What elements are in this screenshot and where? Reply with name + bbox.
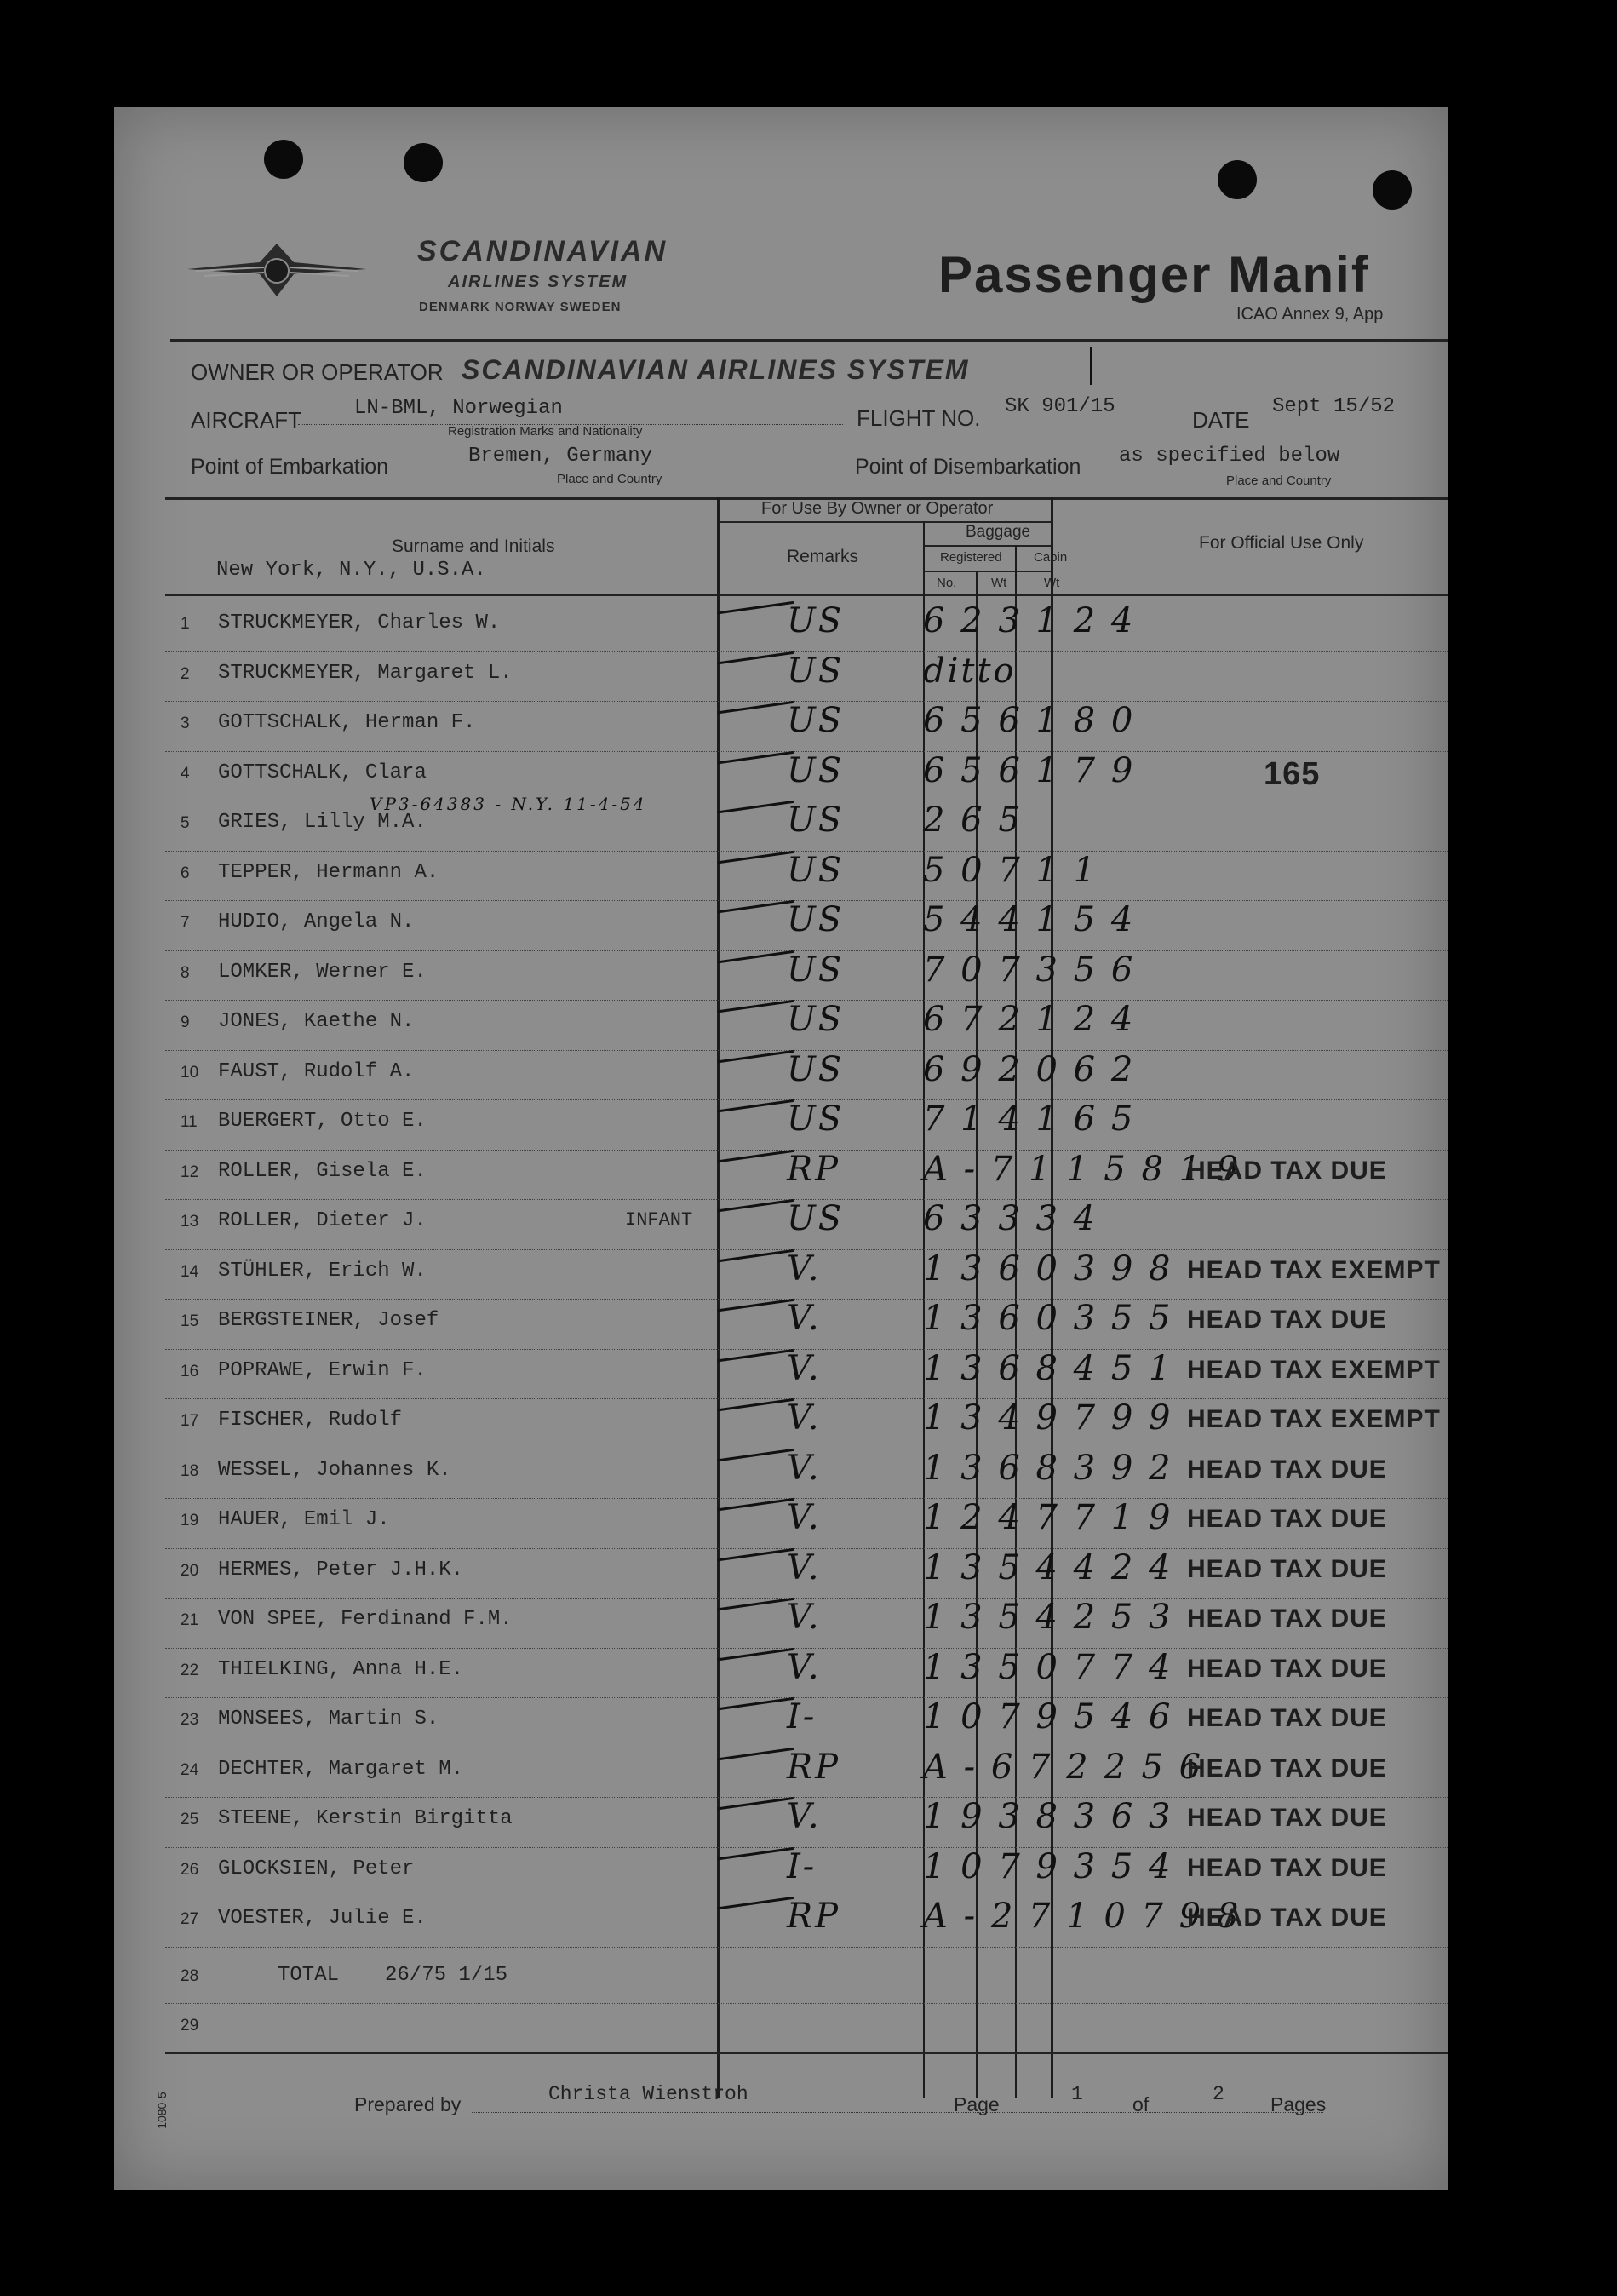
- passenger-name: LOMKER, Werner E.: [218, 960, 427, 984]
- table-row: [114, 1847, 1448, 1897]
- page-subtitle: ICAO Annex 9, App: [1236, 305, 1384, 324]
- official-use-stamp: HEAD TAX DUE: [1187, 1306, 1387, 1334]
- table-row: [114, 1099, 1448, 1149]
- baggage-cell: 1 3 6 0 3 5 5: [923, 1299, 1173, 1338]
- check-mark: [718, 850, 797, 883]
- table-row: [114, 1349, 1448, 1398]
- remarks-cell: V.: [787, 1598, 822, 1637]
- passenger-name: BERGSTEINER, Josef: [218, 1309, 439, 1332]
- check-mark: [718, 1299, 797, 1332]
- check-mark: [718, 701, 797, 734]
- check-mark: [718, 1846, 797, 1880]
- owner-value: SCANDINAVIAN AIRLINES SYSTEM: [462, 354, 970, 385]
- official-use-stamp: HEAD TAX EXEMPT: [1187, 1405, 1441, 1433]
- passenger-name: STRUCKMEYER, Margaret L.: [218, 661, 513, 685]
- passenger-name: TEPPER, Hermann A.: [218, 860, 439, 884]
- table-row: [114, 900, 1448, 950]
- page-title: Passenger Manif: [938, 246, 1370, 303]
- table-bottom-line: [165, 2052, 1448, 2054]
- check-mark: [718, 1099, 797, 1133]
- remarks-cell: V.: [787, 1348, 822, 1388]
- row-divider: [165, 1947, 1448, 1948]
- passenger-name: ROLLER, Dieter J.: [218, 1209, 427, 1232]
- row-number: 10: [181, 1063, 199, 1082]
- official-use-stamp: HEAD TAX DUE: [1187, 1654, 1387, 1683]
- baggage-cell: 7 0 7 3 5 6: [923, 950, 1136, 990]
- baggage-cell: 1 3 6 8 4 5 1: [923, 1348, 1173, 1388]
- row-number: 14: [181, 1262, 199, 1281]
- remarks-cell: US: [787, 850, 845, 890]
- table-row: [114, 1000, 1448, 1049]
- passenger-name: HERMES, Peter J.H.K.: [218, 1558, 464, 1581]
- remarks-cell: US: [787, 750, 845, 790]
- check-mark: [718, 1000, 797, 1033]
- remarks-cell: US: [787, 1199, 845, 1238]
- remarks-cell: US: [787, 601, 845, 640]
- header-rule-3: [923, 571, 1051, 572]
- airline-wings-logo-icon: [187, 237, 366, 305]
- baggage-cell: 1 9 3 8 3 6 3: [923, 1797, 1173, 1836]
- row-number: 5: [181, 814, 190, 832]
- table-row: [114, 851, 1448, 900]
- baggage-cell: 1 3 5 0 7 7 4: [923, 1647, 1173, 1687]
- table-row: [114, 1199, 1448, 1248]
- table-row: [114, 1150, 1448, 1199]
- check-mark: [718, 1199, 797, 1232]
- baggage-cell: 1 0 7 9 5 4 6: [923, 1697, 1173, 1736]
- total-row: [114, 1954, 1448, 2003]
- check-mark: [718, 1547, 797, 1581]
- baggage-cell: 7 1 4 1 6 5: [923, 1099, 1136, 1139]
- column-header-cabin: Cabin: [1034, 550, 1068, 565]
- column-header-cabin-wt: Wt: [1044, 576, 1060, 590]
- remarks-cell: V.: [787, 1498, 822, 1537]
- flight-slash-mark: [1090, 347, 1092, 385]
- row-number: 28: [181, 1967, 199, 1985]
- check-mark: [718, 1448, 797, 1481]
- check-mark: [718, 900, 797, 933]
- remarks-cell: US: [787, 1000, 845, 1039]
- total-label: TOTAL: [278, 1964, 340, 1987]
- column-header-baggage: Baggage: [966, 523, 1031, 541]
- flight-label: FLIGHT NO.: [857, 405, 981, 431]
- remarks-cell: US: [787, 950, 845, 990]
- flight-value: SK 901/15: [1005, 395, 1115, 418]
- remarks-cell: RP: [787, 1897, 841, 1936]
- column-header-name: Surname and Initials: [392, 537, 555, 556]
- punch-hole: [264, 140, 303, 179]
- passenger-name: GOTTSCHALK, Clara: [218, 761, 427, 784]
- passenger-name: STRUCKMEYER, Charles W.: [218, 611, 501, 634]
- row-number: 11: [181, 1113, 198, 1131]
- pages-label: Pages: [1270, 2093, 1327, 2115]
- aircraft-caption: Registration Marks and Nationality: [448, 424, 643, 439]
- row-number: 27: [181, 1910, 199, 1928]
- disembark-value: as specified below: [1119, 445, 1340, 468]
- owner-label: OWNER OR OPERATOR: [191, 359, 444, 385]
- check-mark: [718, 801, 797, 834]
- table-row: [114, 1748, 1448, 1797]
- table-row: [114, 1697, 1448, 1747]
- check-mark: [718, 1398, 797, 1432]
- baggage-cell: 1 0 7 9 3 5 4: [923, 1846, 1173, 1886]
- check-mark: [718, 1697, 797, 1731]
- prepared-by-label: Prepared by: [354, 2093, 462, 2115]
- column-header-registered: Registered: [940, 550, 1002, 565]
- check-mark: [718, 1647, 797, 1680]
- check-mark: [718, 1598, 797, 1631]
- official-use-stamp: HEAD TAX DUE: [1187, 1853, 1387, 1882]
- table-row: [114, 1797, 1448, 1846]
- check-mark: [718, 950, 797, 983]
- passenger-name: ROLLER, Gisela E.: [218, 1159, 427, 1183]
- passenger-name: HUDIO, Angela N.: [218, 910, 415, 933]
- aircraft-label: AIRCRAFT: [191, 407, 301, 433]
- check-mark: [718, 750, 797, 784]
- stamp-number: 165: [1264, 756, 1321, 792]
- embark-value: Bremen, Germany: [468, 445, 653, 468]
- check-mark: [718, 1149, 797, 1182]
- remarks-cell: V.: [787, 1248, 822, 1289]
- of-value: 2: [1213, 2083, 1224, 2105]
- row-note: VP3-64383 - N.Y. 11-4-54: [370, 794, 647, 814]
- official-use-stamp: HEAD TAX DUE: [1187, 1754, 1387, 1782]
- header-rule-bottom: [165, 594, 1448, 596]
- column-header-wt: Wt: [991, 576, 1007, 590]
- official-use-stamp: HEAD TAX DUE: [1187, 1455, 1387, 1484]
- embark-caption: Place and Country: [557, 472, 662, 486]
- table-row: [114, 1299, 1448, 1348]
- official-use-stamp: HEAD TAX DUE: [1187, 1604, 1387, 1633]
- check-mark: [718, 1897, 797, 1930]
- page-value: 1: [1071, 2083, 1083, 2105]
- airline-logo-subname: AIRLINES SYSTEM: [448, 273, 628, 291]
- row-number: 12: [181, 1162, 199, 1181]
- passenger-name: STÜHLER, Erich W.: [218, 1259, 427, 1283]
- passenger-name: FISCHER, Rudolf: [218, 1409, 403, 1432]
- table-row: [114, 950, 1448, 1000]
- row-number: 19: [181, 1512, 199, 1530]
- row-number: 25: [181, 1811, 199, 1828]
- baggage-cell: 1 3 6 0 3 9 8: [923, 1248, 1173, 1289]
- embark-label: Point of Embarkation: [191, 455, 389, 479]
- of-label: of: [1132, 2093, 1150, 2115]
- row-number: 1: [181, 615, 190, 633]
- row-number: 7: [181, 914, 190, 932]
- row-number: 20: [181, 1561, 199, 1580]
- header-divider: [170, 339, 1448, 342]
- baggage-cell: 5 0 7 1 1: [923, 850, 1098, 890]
- passenger-name: POPRAWE, Erwin F.: [218, 1358, 427, 1382]
- disembark-label: Point of Disembarkation: [855, 455, 1081, 479]
- prepared-by-value: Christa Wienstroh: [548, 2083, 748, 2105]
- check-mark: [718, 1348, 797, 1381]
- official-use-stamp: HEAD TAX EXEMPT: [1187, 1355, 1441, 1384]
- check-mark: [718, 1498, 797, 1531]
- baggage-cell: 1 3 5 4 2 5 3: [923, 1598, 1173, 1637]
- official-use-stamp: HEAD TAX EXEMPT: [1187, 1255, 1441, 1284]
- baggage-cell: 1 3 6 8 3 9 2: [923, 1448, 1173, 1488]
- table-row: [114, 1897, 1448, 1946]
- row-number: 17: [181, 1412, 199, 1430]
- punch-hole: [1373, 170, 1412, 210]
- row-number: 16: [181, 1362, 199, 1380]
- table-row: [114, 1598, 1448, 1647]
- official-use-stamp: HEAD TAX DUE: [1187, 1804, 1387, 1832]
- baggage-cell: 1 2 4 7 7 1 9: [923, 1498, 1173, 1537]
- passenger-name: FAUST, Rudolf A.: [218, 1059, 415, 1083]
- baggage-cell: 5 4 4 1 5 4: [923, 900, 1136, 939]
- baggage-cell: 6 2 3 1 2 4: [923, 601, 1136, 640]
- remarks-cell: US: [787, 1049, 845, 1089]
- table-row: [114, 1648, 1448, 1697]
- row-number: 29: [181, 2017, 199, 2035]
- row-number: 22: [181, 1661, 199, 1679]
- form-code: 1080-5: [154, 2092, 169, 2129]
- remarks-cell: US: [787, 801, 845, 840]
- remarks-cell: V.: [787, 1647, 822, 1687]
- table-row: [114, 1398, 1448, 1448]
- row-note: INFANT: [625, 1209, 693, 1231]
- check-mark: [718, 601, 797, 634]
- remarks-cell: I-: [787, 1697, 817, 1736]
- destination-value: New York, N.Y., U.S.A.: [216, 559, 486, 582]
- passenger-name: BUERGERT, Otto E.: [218, 1110, 427, 1133]
- passenger-name: GOTTSCHALK, Herman F.: [218, 711, 476, 734]
- baggage-cell: 6 5 6 1 8 0: [923, 701, 1136, 740]
- table-row: [114, 751, 1448, 801]
- header-rule-1: [719, 521, 1051, 523]
- remarks-cell: RP: [787, 1747, 841, 1787]
- column-header-no: No.: [937, 576, 957, 590]
- official-use-stamp: HEAD TAX DUE: [1187, 1505, 1387, 1533]
- baggage-cell: A - 6 7 2 2 5 6: [923, 1747, 1204, 1787]
- table-row: [114, 651, 1448, 701]
- passenger-name: STEENE, Kerstin Birgitta: [218, 1807, 513, 1830]
- baggage-cell: 6 3 3 3 4: [923, 1199, 1098, 1238]
- empty-row: [114, 2003, 1448, 2052]
- remarks-cell: V.: [787, 1398, 822, 1438]
- passenger-name: MONSEES, Martin S.: [218, 1708, 439, 1731]
- official-use-stamp: HEAD TAX DUE: [1187, 1704, 1387, 1732]
- official-use-stamp: HEAD TAX DUE: [1187, 1156, 1387, 1185]
- table-row: [114, 1548, 1448, 1598]
- baggage-cell: 2 6 5: [923, 801, 1023, 840]
- passenger-name: THIELKING, Anna H.E.: [218, 1657, 464, 1681]
- row-number: 4: [181, 764, 190, 783]
- manifest-sheet: [114, 107, 1448, 2190]
- check-mark: [718, 1797, 797, 1830]
- table-row: [114, 1249, 1448, 1299]
- airline-logo-name: SCANDINAVIAN: [417, 235, 668, 267]
- table-row: [114, 1498, 1448, 1547]
- row-number: 9: [181, 1013, 190, 1031]
- table-row: [114, 601, 1448, 651]
- footer-underline: [472, 2112, 1323, 2113]
- passenger-name: JONES, Kaethe N.: [218, 1010, 415, 1033]
- check-mark: [718, 1248, 797, 1282]
- row-number: 18: [181, 1461, 199, 1480]
- column-header-owner-use: For Use By Owner or Operator: [761, 499, 994, 518]
- baggage-cell: 1 3 4 9 7 9 9: [923, 1398, 1173, 1438]
- baggage-cell: ditto: [923, 651, 1017, 691]
- header-rule-2: [923, 545, 1051, 547]
- remarks-cell: US: [787, 900, 845, 939]
- passenger-name: WESSEL, Johannes K.: [218, 1458, 451, 1482]
- check-mark: [718, 1049, 797, 1082]
- passenger-name: HAUER, Emil J.: [218, 1508, 390, 1531]
- remarks-cell: V.: [787, 1299, 822, 1338]
- check-mark: [718, 651, 797, 684]
- table-row: [114, 794, 1448, 850]
- punch-hole: [1218, 160, 1257, 199]
- remarks-cell: US: [787, 1099, 845, 1139]
- row-number: 24: [181, 1760, 199, 1779]
- remarks-cell: V.: [787, 1448, 822, 1488]
- total-value: 26/75 1/15: [385, 1964, 508, 1987]
- baggage-cell: 6 9 2 0 6 2: [923, 1049, 1136, 1089]
- row-number: 21: [181, 1611, 199, 1629]
- passenger-name: GLOCKSIEN, Peter: [218, 1857, 415, 1880]
- column-header-official: For Official Use Only: [1199, 533, 1364, 553]
- date-label: DATE: [1192, 407, 1250, 433]
- table-row: [114, 1050, 1448, 1099]
- row-number: 2: [181, 664, 190, 683]
- passenger-name: DECHTER, Margaret M.: [218, 1757, 464, 1781]
- remarks-cell: I-: [787, 1846, 817, 1886]
- remarks-cell: RP: [787, 1149, 841, 1189]
- row-number: 23: [181, 1711, 199, 1729]
- row-number: 26: [181, 1860, 199, 1879]
- table-row: [114, 701, 1448, 750]
- baggage-cell: 1 3 5 4 4 2 4: [923, 1547, 1173, 1587]
- page-label: Page: [954, 2093, 1000, 2115]
- passenger-name: VON SPEE, Ferdinand F.M.: [218, 1608, 513, 1631]
- column-header-remarks: Remarks: [787, 547, 859, 566]
- row-number: 13: [181, 1213, 199, 1231]
- baggage-cell: A - 7 1 1 5 8 1 9: [923, 1149, 1241, 1189]
- baggage-cell: 6 7 2 1 2 4: [923, 1000, 1136, 1039]
- passenger-name: VOESTER, Julie E.: [218, 1907, 427, 1930]
- remarks-cell: V.: [787, 1797, 822, 1836]
- passenger-name: GRIES, Lilly M.A.: [218, 811, 427, 834]
- official-use-stamp: HEAD TAX DUE: [1187, 1903, 1387, 1932]
- remarks-cell: US: [787, 651, 845, 691]
- aircraft-value: LN-BML, Norwegian: [354, 397, 563, 420]
- punch-hole: [404, 143, 443, 182]
- date-value: Sept 15/52: [1272, 395, 1396, 418]
- check-mark: [718, 1747, 797, 1780]
- row-number: 3: [181, 715, 190, 732]
- row-number: 15: [181, 1312, 199, 1330]
- disembark-caption: Place and Country: [1226, 474, 1332, 488]
- row-number: 6: [181, 864, 190, 882]
- baggage-cell: A - 2 7 1 0 7 9 8: [923, 1897, 1241, 1936]
- aircraft-underline: [298, 424, 843, 425]
- table-row: [114, 1449, 1448, 1498]
- airline-countries: DENMARK NORWAY SWEDEN: [419, 300, 622, 314]
- official-use-stamp: HEAD TAX DUE: [1187, 1554, 1387, 1583]
- row-number: 8: [181, 963, 190, 982]
- remarks-cell: V.: [787, 1547, 822, 1587]
- remarks-cell: US: [787, 701, 845, 740]
- baggage-cell: 6 5 6 1 7 9: [923, 750, 1136, 790]
